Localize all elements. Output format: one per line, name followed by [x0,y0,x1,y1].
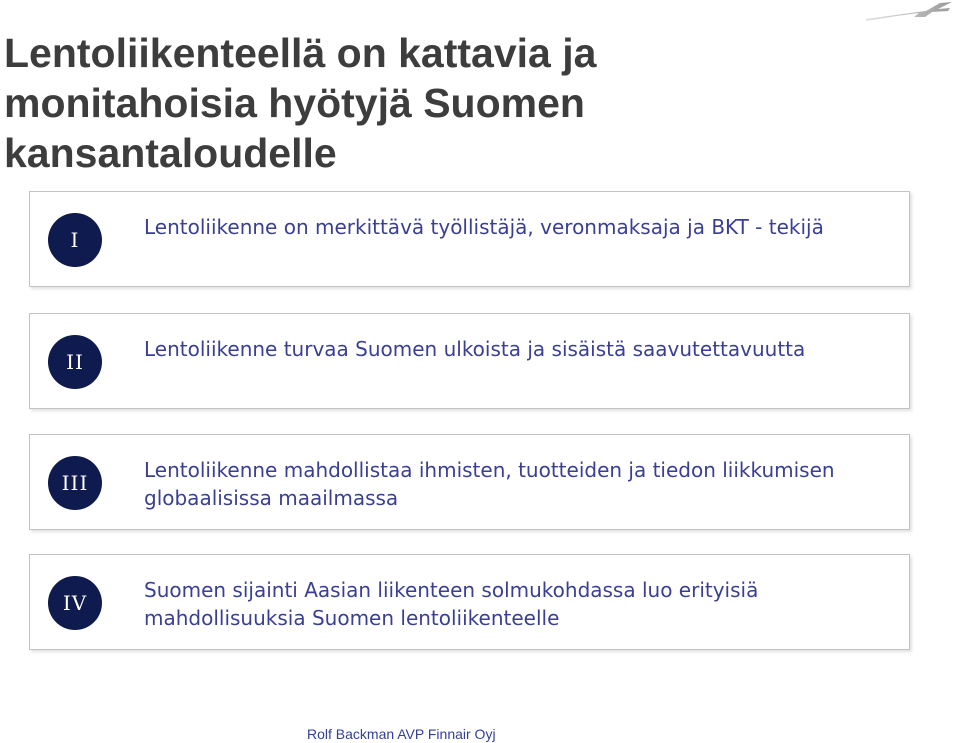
benefit-card-3 [29,434,910,530]
roman-numeral-badge: IV [48,576,102,630]
finnair-logo-icon [864,0,954,26]
roman-numeral-badge: I [48,213,102,267]
slide-title: Lentoliikenteellä on kattavia ja monitahoisia hyötyjä Suomen kansantaloudelle [4,30,597,176]
footer-author: Rolf Backman AVP Finnair Oyj [307,726,496,742]
benefit-text: Suomen sijainti Aasian liikenteen solmukohdassa luo erityisiä mahdollisuuksia Suomen lentoliikenteelle [144,578,759,630]
roman-numeral-badge: III [48,456,102,510]
benefit-card-4 [29,554,910,650]
benefit-card-1 [29,191,910,287]
roman-numeral-badge: II [48,335,102,389]
benefit-text: Lentoliikenne on merkittävä työllistäjä, veronmaksaja ja BKT - tekijä [144,215,824,239]
benefit-text: Lentoliikenne mahdollistaa ihmisten, tuotteiden ja tiedon liikkumisen globaalisissa maailmassa [144,458,835,510]
benefit-card-2 [29,313,910,409]
benefit-text: Lentoliikenne turvaa Suomen ulkoista ja sisäistä saavutettavuutta [144,337,806,361]
